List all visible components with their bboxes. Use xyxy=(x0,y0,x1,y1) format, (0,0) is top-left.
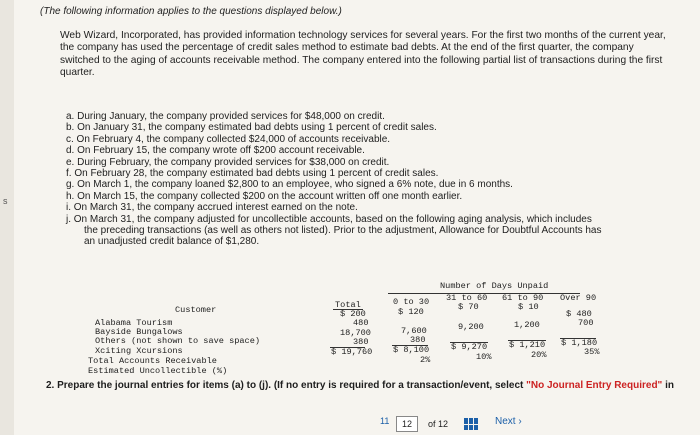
col-header-0-30: 0 to 30 xyxy=(393,297,430,307)
grid-view-icon[interactable] xyxy=(464,418,478,430)
row-over90: $ 480 xyxy=(566,309,592,319)
row-customer-name: Alabama Tourism xyxy=(95,318,173,328)
prompt-suffix: in xyxy=(665,380,674,391)
prompt-highlight: "No Journal Entry Required" xyxy=(526,380,663,391)
total-row-0-30: $ 8,100 xyxy=(393,345,430,355)
transaction-list xyxy=(66,111,676,248)
intro-paragraph: Web Wizard, Incorporated, has provided information technology services for several years. For the first two months of the current year, the company has used the percentage of credit sales method to estimate bad debts. At the end of the first quarter, the company switched to the aging of accounts receivable method. The company entered into the following partial list of transactions during the first quarter. xyxy=(60,30,666,79)
pct-row-61-90: 20% xyxy=(531,350,547,360)
pct-row-0-30: 2% xyxy=(420,355,431,365)
left-margin-mark: s xyxy=(3,196,8,206)
col-header-over90: Over 90 xyxy=(560,293,597,303)
page-of-label: of 12 xyxy=(428,419,449,429)
row-0-30: 380 xyxy=(410,335,426,345)
transaction-item-j: j. On March 31, the company adjusted for uncollectible accounts, based on the following aging analysis, which includes xyxy=(66,213,592,225)
row-31-60: 9,200 xyxy=(458,322,484,332)
row-total: 380 xyxy=(353,337,369,347)
transaction-item-f: f. On February 28, the company estimated bad debts using 1 percent of credit sales. xyxy=(66,167,439,179)
total-row-31-60: $ 9,270 xyxy=(451,342,488,352)
prev-page-link[interactable]: 11 xyxy=(380,416,390,426)
row-61-90: 1,200 xyxy=(514,320,540,330)
row-over90: 700 xyxy=(578,318,594,328)
pct-row-31-60: 10% xyxy=(476,352,492,362)
transaction-item-b: b. On January 31, the company estimated bad debts using 1 percent of credit sales. xyxy=(66,122,437,134)
row-31-60: $ 70 xyxy=(458,302,479,312)
prompt-text: 2. Prepare the journal entries for items (a) to (j). (If no entry is required for a transaction/event, select xyxy=(46,380,524,391)
pagination-bar xyxy=(380,416,700,435)
row-0-30: 7,600 xyxy=(401,326,427,336)
transaction-item-j-cont-2: an unadjusted credit balance of $1,280. xyxy=(84,236,260,248)
transaction-item-g: g. On March 1, the company loaned $2,800 to an employee, who signed a 6% note, due in 6 months. xyxy=(66,179,513,191)
transaction-item-a: a. During January, the company provided services for $48,000 on credit. xyxy=(66,111,385,122)
total-row-61-90: $ 1,210 xyxy=(509,340,546,350)
row-customer-name: Xciting Xcursions xyxy=(95,346,183,356)
col-header-customer: Customer xyxy=(175,305,217,315)
col-header-31-60: 31 to 60 xyxy=(446,293,488,303)
transaction-item-e: e. During February, the company provided services for $38,000 on credit. xyxy=(66,156,390,168)
row-customer-name: Others (not shown to save space) xyxy=(95,336,261,346)
col-header-61-90: 61 to 90 xyxy=(502,293,544,303)
pct-row-over90: 35% xyxy=(584,347,600,357)
transaction-item-h: h. On March 15, the company collected $200 on the account written off one month earlier. xyxy=(66,190,463,202)
col-header-total: Total xyxy=(335,300,361,310)
row-61-90: $ 10 xyxy=(518,302,539,312)
row-total: $ 200 xyxy=(340,309,366,319)
pct-row-label: Estimated Uncollectible (%) xyxy=(88,366,228,376)
transaction-item-i: i. On March 31, the company accrued interest earned on the note. xyxy=(66,202,358,214)
left-edge-strip xyxy=(0,0,14,435)
next-button[interactable] xyxy=(495,416,522,427)
aging-group-header: Number of Days Unpaid xyxy=(440,281,549,291)
row-total: 18,700 xyxy=(340,328,371,338)
transaction-item-d: d. On February 15, the company wrote off $200 account receivable. xyxy=(66,145,365,157)
next-label: Next xyxy=(495,416,516,427)
transaction-item-j-cont-1: the preceding transactions (as well as others not listed). Prior to the adjustment, Allowance for Doubtful Accounts has xyxy=(84,224,602,236)
row-total: 480 xyxy=(353,318,369,328)
total-row-total: $ 19,760 xyxy=(331,347,373,357)
row-customer-name: Bayside Bungalows xyxy=(95,327,183,337)
question-prompt xyxy=(46,380,686,391)
chevron-right-icon: › xyxy=(518,416,522,427)
total-row-over90: $ 1,180 xyxy=(561,338,598,348)
total-row-label: Total Accounts Receivable xyxy=(88,356,217,366)
header-note: (The following information applies to the questions displayed below.) xyxy=(40,6,342,17)
question-page xyxy=(40,6,680,17)
transaction-item-c: c. On February 4, the company collected $24,000 of accounts receivable. xyxy=(66,133,391,145)
row-0-30: $ 120 xyxy=(398,307,424,317)
page-number-input[interactable]: 12 xyxy=(396,416,418,432)
